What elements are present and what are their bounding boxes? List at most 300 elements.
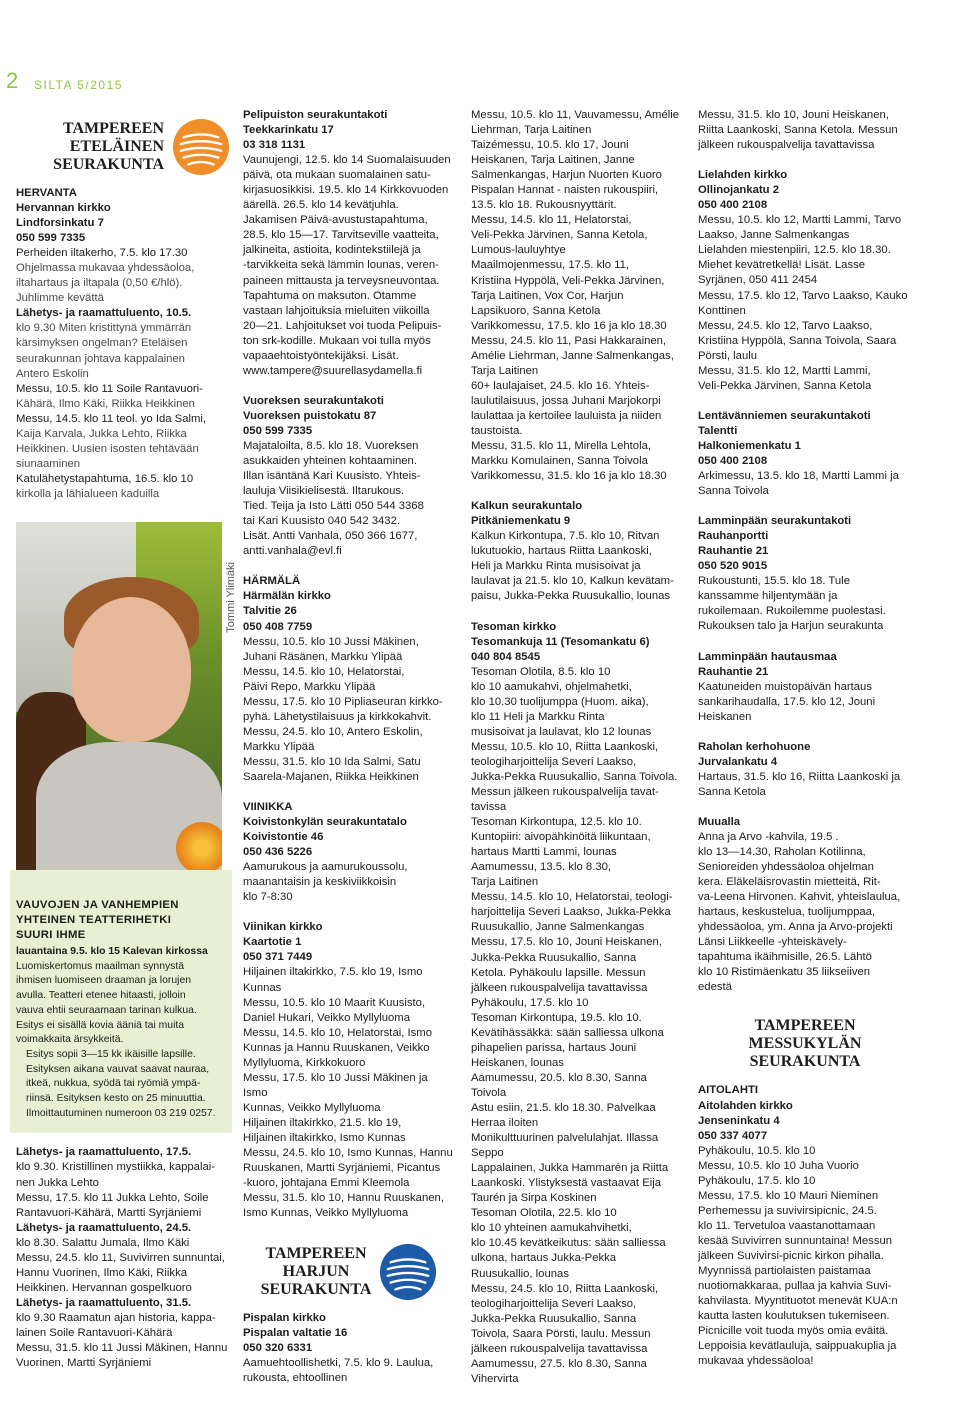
listing-line: klo 10 Ristimäenkatu 35 liikseiiven bbox=[698, 966, 871, 979]
listing-line: Lisät. Antti Vanhala, 050 366 1677, bbox=[243, 530, 418, 543]
listing-line: Jakamisen Päivä-avustustapahtuma, bbox=[243, 214, 428, 227]
listing-line: klo 10 yhteinen aamukahvihetki, bbox=[471, 1222, 632, 1235]
listing-line: Hartaus, 31.5. klo 16, Riitta Laankoski ja bbox=[698, 770, 901, 783]
listing-heading: Koivistontie 46 bbox=[243, 831, 324, 844]
listing-line: maanantaisin ja keskiviikkoisin bbox=[243, 876, 397, 889]
event-text-line: ihmisen luomiseen draaman ja lorujen bbox=[16, 975, 192, 987]
listing-heading: 050 371 7449 bbox=[243, 951, 313, 964]
listing-heading: VIINIKKA bbox=[243, 801, 293, 814]
spacer bbox=[243, 379, 455, 394]
listing-block bbox=[471, 108, 683, 1387]
listing-line: Miehet kevätretkellä! Lisät. Lasse bbox=[698, 259, 866, 272]
listing-line: lauluja Viisikielisestä. Iltarukous. bbox=[243, 485, 405, 498]
issue-label: SILTA 5/2015 bbox=[34, 78, 123, 92]
listing-line: Tesoman Olotila, 22.5. klo 10 bbox=[471, 1207, 617, 1220]
listing-line: Kaija Karvala, Jukka Lehto, Riikka bbox=[16, 427, 187, 440]
listing-heading: Rauhantie 21 bbox=[698, 545, 769, 558]
event-text-line: Ilmoittautuminen numeroon 03 219 0257. bbox=[26, 1107, 216, 1119]
photo-figure bbox=[16, 522, 237, 870]
listing-line: teologiharjoittelija Severi Laakso, bbox=[471, 755, 637, 768]
listing-line: Pispalan Hannat - naisten rukouspiiri, bbox=[471, 184, 659, 197]
listing-line: Messun jälkeen rukouspalvelija tavat- bbox=[471, 786, 659, 799]
listing-line: klo 9.30 Miten kristittynä ymmärrän bbox=[16, 322, 192, 335]
listing-line: Aamuehtoollishetki, 7.5. klo 9. Laulua, bbox=[243, 1357, 434, 1370]
listing-line: Ruusukallio, Janne Salmenkangas bbox=[471, 921, 645, 934]
listing-heading: 050 400 2108 bbox=[698, 454, 768, 467]
event-details bbox=[16, 1048, 224, 1122]
listing-line: Heikkinen. Hervannan gospelkuoro bbox=[16, 1281, 192, 1294]
listing-line: klo 13—14.30, Raholan Kotilinna, bbox=[698, 846, 866, 859]
listing-line: klo 10 aamukahvi, ohjelmahetki, bbox=[471, 680, 632, 693]
listing-line: Riitta Laankoski, Sanna Ketola. Messun bbox=[698, 124, 898, 137]
listing-line: Aamumessu, 27.5. klo 8.30, Sanna bbox=[471, 1357, 647, 1370]
listing-line: kirkolla ja lähialueen kaduilla bbox=[16, 487, 160, 500]
listing-line: Messu, 14.5. klo 10, Helatorstai, teologi- bbox=[471, 891, 673, 904]
listing-line: Messu, 24.5. klo 10, Riitta Laankoski, bbox=[471, 1282, 659, 1295]
event-text-line: Luomiskertomus maailman synnystä bbox=[16, 960, 185, 972]
listing-heading: 050 599 7335 bbox=[243, 424, 313, 437]
listing-line: Markku Komulainen, Sanna Toivola bbox=[471, 455, 648, 468]
listing-line: Maailmojenmessu, 17.5. klo 11, bbox=[471, 259, 630, 272]
listing-heading: Rauhanportti bbox=[698, 530, 769, 543]
listing-line: Messu, 10.5. klo 10, Riitta Laankoski, bbox=[471, 740, 659, 753]
listing-line: seurakunnan johtava kappalainen bbox=[16, 352, 185, 365]
listing-heading: Halkoniemenkatu 1 bbox=[698, 439, 801, 452]
listing-line: va-Leena Hirvonen. Kahvit, yhteislaulua, bbox=[698, 891, 901, 904]
listing-line: tavissa bbox=[471, 801, 507, 814]
event-text-line: riinsä. Esityksen kesto on 25 minuuttia. bbox=[26, 1093, 206, 1105]
event-text-line: Esityksen aikana vauvat saavat nauraa, bbox=[26, 1063, 210, 1075]
listing-line: Messu, 24.5. klo 11, Suvivirren sunnuntai, bbox=[16, 1251, 225, 1264]
event-text-line: Esitys sopii 3—15 kk ikäisille lapsille. bbox=[26, 1048, 196, 1060]
event-title-line: YHTEINEN TEATTERIHETKI bbox=[16, 913, 172, 926]
listing-line: Herraa iloiten bbox=[471, 1117, 539, 1130]
listing-line: vapaaehtoistyöntekijäksi. Lisät. bbox=[243, 349, 399, 362]
listing-line: siunaaminen bbox=[16, 457, 81, 470]
listing-line: Messu, 24.5. klo 12, Tarvo Laakso, bbox=[698, 319, 873, 332]
listing-line: jalkineita, astioita, kodintekstiilejä ja bbox=[243, 244, 421, 257]
listing-heading: Lamminpään hautausmaa bbox=[698, 650, 837, 663]
listing-line: lainen Soile Rantavuori-Kähärä bbox=[16, 1326, 173, 1339]
listing-line: jälkeen rukouspalvelija tavattavissa bbox=[698, 139, 875, 152]
listing-line: Myynnissä partiolaisten paistamaa bbox=[698, 1265, 871, 1278]
listing-line: Lappalainen, Jukka Hammarén ja Riitta bbox=[471, 1162, 669, 1175]
listing-heading: 050 400 2108 bbox=[698, 199, 768, 212]
listing-line: Rantavuori-Kähärä, Martti Syrjäniemi bbox=[16, 1206, 202, 1219]
listing-line: lukutuokio, hartaus Riitta Laankoski, bbox=[471, 545, 652, 558]
listing-line: asukkaiden yhteinen kohtaaminen. bbox=[243, 455, 417, 468]
listing-line: Ohjelmassa mukavaa yhdessäoloa, bbox=[16, 262, 195, 275]
listing-block bbox=[698, 108, 912, 995]
listing-line: Tarja Laitinen, Vox Cor, Harjun bbox=[471, 289, 624, 302]
listing-line: Perhemessu ja suvivirsipicnic, 24.5. bbox=[698, 1204, 877, 1217]
listing-heading: Viinikan kirkko bbox=[243, 921, 323, 934]
listing-heading: Tesomankuja 11 (Tesomankatu 6) bbox=[471, 635, 650, 648]
listing-line: Taizémessu, 10.5. klo 17, Jouni bbox=[471, 139, 629, 152]
event-text-line: Esitys ei sisällä kovia ääniä tai muita bbox=[16, 1019, 185, 1031]
listing-line: Kristiina Hyppölä, Sanna Toivola, Saara bbox=[698, 334, 897, 347]
listing-heading: Kaartotie 1 bbox=[243, 936, 302, 949]
listing-line: Toivola bbox=[471, 1086, 507, 1099]
parish-header-messukyla bbox=[698, 1017, 912, 1071]
listing-line: Perheiden iltakerho, 7.5. klo 17.30 bbox=[16, 247, 188, 260]
listing-line: 13.5. klo 18. Rukousnyyttärit. bbox=[471, 199, 617, 212]
listing-line: Syrjänen, 050 411 2454 bbox=[698, 274, 818, 287]
listing-line: Kristiina Hyppölä, Veli-Pekka Järvinen, bbox=[471, 274, 665, 287]
parish-name bbox=[53, 120, 164, 174]
parish-logo-blue-icon bbox=[379, 1243, 437, 1301]
listing-line: harjoittelija Severi Laakso, Jukka-Pekka bbox=[471, 906, 671, 919]
listing-block bbox=[698, 1083, 912, 1369]
column-4 bbox=[698, 108, 912, 1369]
listing-line: Leppoisia kevätlauluja, saippuakuplia ja bbox=[698, 1340, 897, 1353]
listing-line: Tesoman Olotila, 8.5. klo 10 bbox=[471, 665, 611, 678]
photo-credit: Tommi Ylimäki bbox=[225, 561, 237, 633]
listing-line: kautta lasten koulutuksen tukemiseen. bbox=[698, 1310, 890, 1323]
listing-line: kärsimyksen ongelman? Eteläisen bbox=[16, 337, 188, 350]
listing-line: klo 8.30. Salattu Jumala, Ilmo Käki bbox=[16, 1236, 190, 1249]
event-description bbox=[16, 960, 224, 1048]
listing-line: Messu, 10.5. klo 10 Juha Vuorio bbox=[698, 1159, 859, 1172]
listing-line: iltahartaus ja iltapala (0,50 €/hlö). bbox=[16, 277, 183, 290]
listing-line: antti.vanhala@evl.fi bbox=[243, 545, 342, 558]
listing-line: Aamumessu, 13.5. klo 8.30, bbox=[471, 861, 612, 874]
woman-portrait-photo bbox=[16, 522, 222, 870]
listing-line: klo 10.30 tuolijumppa (Huom. aika), bbox=[471, 695, 649, 708]
parish-name-line: SEURAKUNTA bbox=[749, 1053, 861, 1071]
listing-line: kahvilasta. Myyntituotot menevät KUA:n bbox=[698, 1295, 898, 1308]
listing-line: Laakso, Janne Salmenkangas bbox=[698, 229, 850, 242]
event-box bbox=[10, 870, 232, 1133]
parish-name-line: TAMPEREEN bbox=[265, 1245, 367, 1263]
listing-line: Toivola, Saara Pörsti, laulu. Messun bbox=[471, 1327, 651, 1340]
listing-line: Messu, 31.5. klo 12, Martti Lammi, bbox=[698, 364, 871, 377]
listing-line: Pörsti, laulu bbox=[698, 349, 758, 362]
listing-heading: Jenseninkatu 4 bbox=[698, 1114, 780, 1127]
listing-heading: Lamminpään seurakuntakoti bbox=[698, 515, 852, 528]
event-date: lauantaina 9.5. klo 15 Kalevan kirkossa bbox=[16, 945, 208, 957]
listing-line: Messu, 17.5. klo 11 Jukka Lehto, Soile bbox=[16, 1191, 209, 1204]
listing-heading: Pitkäniemenkatu 9 bbox=[471, 515, 571, 528]
listing-block bbox=[16, 186, 230, 502]
event-text-line: avulla. Teatteri etenee hitaasti, jolloin bbox=[16, 990, 186, 1002]
listing-line: Messu, 10.5. klo 10 Maarit Kuusisto, bbox=[243, 996, 426, 1009]
listing-line: Picnicille voit tuoda myös omia eväitä. bbox=[698, 1325, 889, 1338]
spacer bbox=[471, 605, 683, 620]
listing-line: Ruusukallio, lounas bbox=[471, 1267, 569, 1280]
listing-line: Konttinen bbox=[698, 304, 746, 317]
listing-line: Vihervirta bbox=[471, 1372, 519, 1385]
listing-line: kesää Suvivirren sunnuntaina! Messun bbox=[698, 1234, 893, 1247]
listing-line: Majataloilta, 8.5. klo 18. Vuoreksen bbox=[243, 439, 419, 452]
listing-line: klo 11. Tervetuloa vaastanottamaan bbox=[698, 1219, 876, 1232]
listing-line: Taurén ja Sirpa Koskinen bbox=[471, 1192, 597, 1205]
spacer bbox=[471, 484, 683, 499]
spacer bbox=[698, 635, 912, 650]
listing-line: Myllyluoma, Kirkkokuoro bbox=[243, 1056, 366, 1069]
listing-line: Vaunujengi, 12.5. klo 14 Suomalaisuuden bbox=[243, 154, 451, 167]
listing-line: Pyhäkoulu, 17.5. klo 10 bbox=[698, 1174, 816, 1187]
listing-line: Rukouksen talo ja Harjun seurakunta bbox=[698, 620, 884, 633]
listing-line: Astu esiin, 21.5. klo 18.30. Palvelkaa bbox=[471, 1102, 656, 1114]
listing-heading: 050 520 9015 bbox=[698, 560, 768, 573]
listing-line: Messu, 24.5. klo 10, Antero Eskolin, bbox=[243, 725, 423, 738]
listing-line: Tesoman Kirkontupa, 19.5. klo 10. bbox=[471, 1011, 642, 1024]
listing-heading: Jurvalankatu 4 bbox=[698, 755, 778, 768]
listing-line: Tarja Laitinen bbox=[471, 876, 539, 889]
listing-line: Kunnas, Veikko Myllyluoma bbox=[243, 1101, 381, 1114]
listing-line: kirjasuosikkisi. 19.5. klo 14 Kirkkovuoden bbox=[243, 184, 449, 197]
listing-line: laulavat ja 21.5. klo 10, Kalkun kevätam- bbox=[471, 575, 674, 588]
listing-line: Messu, 31.5. klo 10, Hannu Ruuskanen, bbox=[243, 1192, 444, 1205]
listing-heading: Lentävänniemen seurakuntakoti bbox=[698, 409, 871, 422]
listing-heading: Vuoreksen seurakuntakoti bbox=[243, 394, 384, 407]
listing-heading: Talvitie 26 bbox=[243, 605, 297, 618]
listing-line: Lumous-lauluyhtye bbox=[471, 244, 566, 257]
listing-line: Daniel Hukari, Veikko Myllyluoma bbox=[243, 1011, 411, 1024]
parish-name-line: ETELÄINEN bbox=[69, 138, 164, 155]
spacer bbox=[698, 394, 912, 409]
listing-heading: Lielahden kirkko bbox=[698, 169, 788, 182]
listing-line: mukavaa yhdessäoloa! bbox=[698, 1355, 814, 1368]
parish-header-etelainen bbox=[16, 118, 230, 176]
event-text-line: itkeä, nukkua, syödä tai ryömiä ympä- bbox=[26, 1078, 201, 1090]
listing-line: Kevätihässäkkä: sään salliessa ulkona bbox=[471, 1026, 664, 1039]
listing-line: Hiljainen iltakirkko, Ismo Kunnas bbox=[243, 1132, 406, 1144]
listing-line: vastaan lahjoituksia mieluiten viikoilla bbox=[243, 304, 430, 317]
spacer bbox=[698, 800, 912, 815]
listing-line: Messu, 14.5. klo 10, Helatorstai, bbox=[243, 665, 405, 678]
parish-name-line: SEURAKUNTA bbox=[260, 1281, 372, 1299]
event-title-line: VAUVOJEN JA VANHEMPIEN bbox=[16, 898, 179, 911]
listing-block bbox=[243, 108, 455, 1221]
listing-line: Liehrman, Tarja Laitinen bbox=[471, 124, 592, 137]
listing-line: edestä bbox=[698, 981, 732, 994]
listing-line: klo 7-8:30 bbox=[243, 891, 293, 904]
listing-line: Lielahden miestenpiiri, 12.5. klo 18.30. bbox=[698, 244, 891, 257]
listing-line: Monikulttuurinen palvelulahjat. Illassa Seppo bbox=[471, 1132, 659, 1160]
listing-heading: Pelipuiston seurakuntakoti bbox=[243, 109, 388, 121]
listing-line: Jukka-Pekka Ruusukallio, Sanna bbox=[471, 1312, 637, 1325]
column-2 bbox=[243, 108, 455, 1387]
spacer bbox=[698, 499, 912, 514]
listing-line: Hiljainen iltakirkko, 21.5. klo 19, bbox=[243, 1116, 402, 1129]
listing-heading: 03 318 1131 bbox=[243, 139, 306, 152]
page-number: 2 bbox=[6, 68, 19, 93]
listing-line: Juhani Räsänen, Markku Ylipää bbox=[243, 650, 403, 663]
listing-line: -kuoro, johtajana Emmi Kleemola bbox=[243, 1177, 410, 1190]
listing-line: Pyhäkoulu, 17.5. klo 10 bbox=[471, 996, 589, 1009]
listing-line: pyhä. Lähetystilaisuus ja kirkkokahvit. bbox=[243, 710, 432, 723]
listing-line: Jukka-Pekka Ruusukallio, Sanna bbox=[471, 951, 637, 964]
listing-line: Messu, 14.5. klo 11, Helatorstai, bbox=[471, 214, 632, 227]
listing-line: Veli-Pekka Järvinen, Sanna Ketola, bbox=[471, 229, 648, 242]
spacer bbox=[243, 559, 455, 574]
event-text-line: vauva ehtii seuraamaan tarinan kulkua. bbox=[16, 1004, 197, 1016]
listing-heading: Tesoman kirkko bbox=[471, 620, 557, 633]
listing-line: Laankoski. Ylistyksestä vastaavat Eija bbox=[471, 1177, 662, 1190]
parish-name bbox=[261, 1245, 372, 1299]
listing-line: päivä, ota mukaan suomalainen satu- bbox=[243, 169, 431, 182]
listing-line: Jukka-Pekka Ruusukallio, Sanna Toivola. bbox=[471, 770, 678, 783]
listing-line: Messu, 17.5. klo 10 Pipliaseuran kirkko- bbox=[243, 695, 443, 708]
listing-line: klo 11 Heli ja Markku Rinta bbox=[471, 710, 605, 723]
listing-line: www.tampere@suurellasydamella.fi bbox=[243, 364, 423, 377]
listing-line: Aamumessu, 20.5. klo 8.30, Sanna bbox=[471, 1071, 647, 1084]
listing-line: Hannu Vuorinen, Ilmo Käki, Riikka bbox=[16, 1266, 187, 1279]
listing-heading: Pispalan valtatie 16 bbox=[243, 1327, 348, 1340]
listing-line: nen Jukka Lehto bbox=[16, 1176, 99, 1189]
listing-heading: Lähetys- ja raamattuluento, 24.5. bbox=[16, 1221, 192, 1234]
spacer bbox=[243, 905, 455, 920]
listing-line: klo 10.45 kevätkeikutus: sään salliessa bbox=[471, 1237, 666, 1250]
listing-line: jälkeen Suvivirsi-picnic kirkon pihalla. bbox=[698, 1250, 884, 1262]
listing-heading: Kalkun seurakuntalo bbox=[471, 500, 583, 513]
listing-line: rukousta, ehtoollinen bbox=[243, 1372, 348, 1385]
parish-name-line: TAMPEREEN bbox=[754, 1017, 856, 1035]
listing-line: Kähärä, Ilmo Käki, Riikka Heikkinen bbox=[16, 397, 195, 410]
listing-line: Sanna Ketola bbox=[698, 785, 766, 798]
listing-line: klo 9.30 Raamatun ajan historia, kappa- bbox=[16, 1311, 216, 1324]
listing-line: Tesoman Kirkontupa, 12.5. klo 10. bbox=[471, 816, 642, 829]
listing-line: Messu, 10.5. klo 11 Soile Rantavuori- bbox=[16, 382, 203, 395]
listing-line: 60+ laulajaiset, 24.5. klo 16. Yhteis- bbox=[471, 379, 650, 392]
listing-heading: 050 408 7759 bbox=[243, 620, 313, 633]
listing-line: Heikkinen. Uusien isosten tehtävään bbox=[16, 442, 199, 455]
listing-heading: Aitolahden kirkko bbox=[698, 1099, 793, 1112]
parish-logo-orange-icon bbox=[172, 118, 230, 176]
listing-line: Veli-Pekka Järvinen, Sanna Ketola bbox=[698, 379, 872, 392]
listing-line: nuotiomakkaraa, pullaa ja kahvia Suvi- bbox=[698, 1280, 892, 1293]
listing-heading: 050 436 5226 bbox=[243, 846, 313, 859]
listing-line: Kunnas ja Hannu Ruuskanen, Veikko bbox=[243, 1041, 430, 1054]
listing-line: pihapelien parissa, hartaus Jouni bbox=[471, 1041, 637, 1054]
listing-line: Messu, 14.5. klo 10, Helatorstai, Ismo bbox=[243, 1026, 432, 1039]
event-text-line: voimakkaita ärsykkeitä. bbox=[16, 1034, 124, 1046]
listing-line: Heiskanen, lounas bbox=[471, 1056, 564, 1069]
listing-line: taustoista. bbox=[471, 424, 523, 437]
listing-line: Kuntopiiri: aivopähkinöitä liikuntaan, bbox=[471, 831, 651, 844]
listing-line: Varikkomessu, 17.5. klo 16 ja klo 18.30 bbox=[471, 319, 667, 332]
listing-line: Messu, 17.5. klo 12, Tarvo Laakso, Kauko bbox=[698, 289, 908, 302]
listing-line: musisoivat ja laulavat, klo 12 lounas bbox=[471, 725, 652, 738]
listing-line: hartaus Martti Lammi, lounas bbox=[471, 846, 617, 859]
listing-line: jälkeen rukouspalvelija tavattavissa bbox=[471, 1342, 648, 1355]
listing-line: Messu, 10.5. klo 11, Vauvamessu, Amélie bbox=[471, 109, 680, 121]
listing-line: Ruuskanen, Martti Syrjäniemi, Picantus bbox=[243, 1162, 441, 1175]
listing-heading: 050 337 4077 bbox=[698, 1129, 768, 1142]
listing-line: Sanna Toivola bbox=[698, 485, 769, 498]
listing-line: hartaus, keskustelua, tuolijumppaa, bbox=[698, 906, 876, 919]
listing-line: Senioreiden yhdessäoloa ohjelman bbox=[698, 861, 874, 874]
parish-name-line: HARJUN bbox=[282, 1263, 350, 1281]
listing-line: Antero Eskolin bbox=[16, 367, 89, 380]
parish-name-line: SEURAKUNTA bbox=[53, 156, 164, 173]
listing-heading: AITOLAHTI bbox=[698, 1084, 759, 1097]
listing-heading: Raholan kerhohuone bbox=[698, 740, 811, 753]
listing-line: Messu, 31.5. klo 10 Ida Salmi, Satu bbox=[243, 755, 421, 768]
listing-heading: HERVANTA bbox=[16, 187, 77, 199]
listing-line: Kaatuneiden muistopäivän hartaus bbox=[698, 680, 872, 693]
listing-line: Tarja Laitinen bbox=[471, 364, 539, 377]
listing-line: ulkona, hartaus Jukka-Pekka bbox=[471, 1252, 617, 1265]
spacer bbox=[698, 725, 912, 740]
listing-heading: Lähetys- ja raamattuluento, 10.5. bbox=[16, 307, 192, 320]
listing-line: Salmenkangas, Harjun Nuorten Kuoro bbox=[471, 169, 662, 182]
listing-heading: Vuoreksen puistokatu 87 bbox=[243, 409, 377, 422]
listing-line: Illan isäntänä Kari Kuusisto. Yhteis- bbox=[243, 470, 421, 483]
listing-line: Ketola. Pyhäkoulu lapsille. Messun bbox=[471, 966, 646, 979]
listing-line: Arkimessu, 13.5. klo 18, Martti Lammi ja bbox=[698, 470, 899, 483]
listing-line: Messu, 14.5. klo 11 teol. yo Ida Salmi, bbox=[16, 412, 207, 425]
listing-block bbox=[243, 1311, 455, 1386]
listing-heading: Talentti bbox=[698, 424, 738, 437]
column-1 bbox=[16, 108, 237, 1371]
listing-line: sankarihaudalla, 17.5. klo 12, Jouni bbox=[698, 695, 876, 708]
parish-header-harju bbox=[243, 1243, 455, 1301]
listing-line: kanssamme hiljentymään ja bbox=[698, 590, 838, 603]
listing-line: Messu, 24.5. klo 10, Ismo Kunnas, Hannu bbox=[243, 1147, 453, 1160]
listing-line: Juhlimme kevättä bbox=[16, 292, 104, 305]
listing-line: Kalkun Kirkontupa, 7.5. klo 10, Ritvan bbox=[471, 530, 660, 543]
listing-line: Messu, 31.5. klo 10, Jouni Heiskanen, bbox=[698, 109, 889, 121]
listing-line: yhdessäoloa, ym. Anna ja Arvo-projekti bbox=[698, 921, 893, 934]
listing-line: paisu, Jukka-Pekka Ruusukallio, lounas bbox=[471, 590, 671, 603]
listing-heading: Rauhantie 21 bbox=[698, 665, 769, 678]
listing-line: Messu, 17.5. klo 10, Jouni Heiskanen, bbox=[471, 936, 662, 949]
listing-line: Varikkomessu, 31.5. klo 16 ja klo 18.30 bbox=[471, 470, 667, 483]
parish-name-line: MESSUKYLÄN bbox=[748, 1035, 862, 1053]
listing-heading: HÄRMÄLÄ bbox=[243, 575, 301, 588]
listing-heading: Ollinojankatu 2 bbox=[698, 184, 779, 197]
listing-heading: Koivistonkylän seurakuntatalo bbox=[243, 816, 407, 829]
column-3 bbox=[471, 108, 683, 1387]
listing-heading: Hervannan kirkko bbox=[16, 202, 111, 215]
listing-line: rukoilemaan. Rukoilemme puolestasi. bbox=[698, 605, 886, 618]
listing-line: Aamurukous ja aamurukoussolu, bbox=[243, 861, 408, 874]
listing-line: Heli ja Markku Rinta musisoivat ja bbox=[471, 560, 641, 573]
listing-line: Markku Ylipää bbox=[243, 740, 315, 753]
spacer bbox=[698, 153, 912, 168]
listing-heading: Härmälän kirkko bbox=[243, 590, 331, 603]
listing-line: tai Kari Kuusisto 040 542 3432. bbox=[243, 515, 401, 528]
listing-line: Katulähetystapahtuma, 16.5. klo 10 bbox=[16, 472, 194, 485]
listing-block bbox=[16, 1145, 230, 1371]
listing-line: tapahtuma ikäihmisille, 26.5. Lähtö bbox=[698, 951, 872, 964]
listing-line: Messu, 24.5. klo 11, Pasi Hakkarainen, bbox=[471, 334, 667, 347]
listing-line: teologiharjoittelija Severi Laakso, bbox=[471, 1297, 637, 1310]
listing-line: Amélie Liehrman, Janne Salmenkangas, bbox=[471, 349, 674, 362]
listing-heading: 050 599 7335 bbox=[16, 232, 86, 245]
listing-line: Heiskanen, Tarja Laitinen, Janne bbox=[471, 154, 635, 167]
listing-heading: Muualla bbox=[698, 815, 741, 828]
parish-name-line: TAMPEREEN bbox=[62, 120, 164, 137]
listing-line: laulutilaisuus, jossa Juhani Marjokorpi bbox=[471, 394, 661, 407]
listing-line: kera. Eläkeläisrovastin mietteitä, Rit- bbox=[698, 876, 881, 889]
listing-line: Messu, 31.5. klo 11, Mirella Lehtola, bbox=[471, 440, 652, 453]
listing-line: Anna ja Arvo -kahvila, 19.5 . bbox=[698, 830, 839, 843]
listing-line: Heiskanen bbox=[698, 710, 752, 723]
listing-line: Pyhäkoulu, 10.5. klo 10 bbox=[698, 1144, 816, 1157]
listing-line: 20—21. Lahjoitukset voi tuoda Pelipuis- bbox=[243, 319, 442, 332]
listing-heading: Pispalan kirkko bbox=[243, 1312, 326, 1325]
listing-heading: 040 804 8545 bbox=[471, 650, 541, 663]
listing-line: laulattaa ja kertoilee lauluista ja niiden bbox=[471, 409, 662, 422]
listing-line: klo 9.30. Kristillinen mystiikka, kappalai- bbox=[16, 1161, 216, 1174]
listing-line: paineen mittausta ja terveysneuvontaa. bbox=[243, 274, 440, 287]
parish-name bbox=[749, 1017, 862, 1071]
listing-line: Messu, 10.5. klo 12, Martti Lammi, Tarvo bbox=[698, 214, 902, 227]
